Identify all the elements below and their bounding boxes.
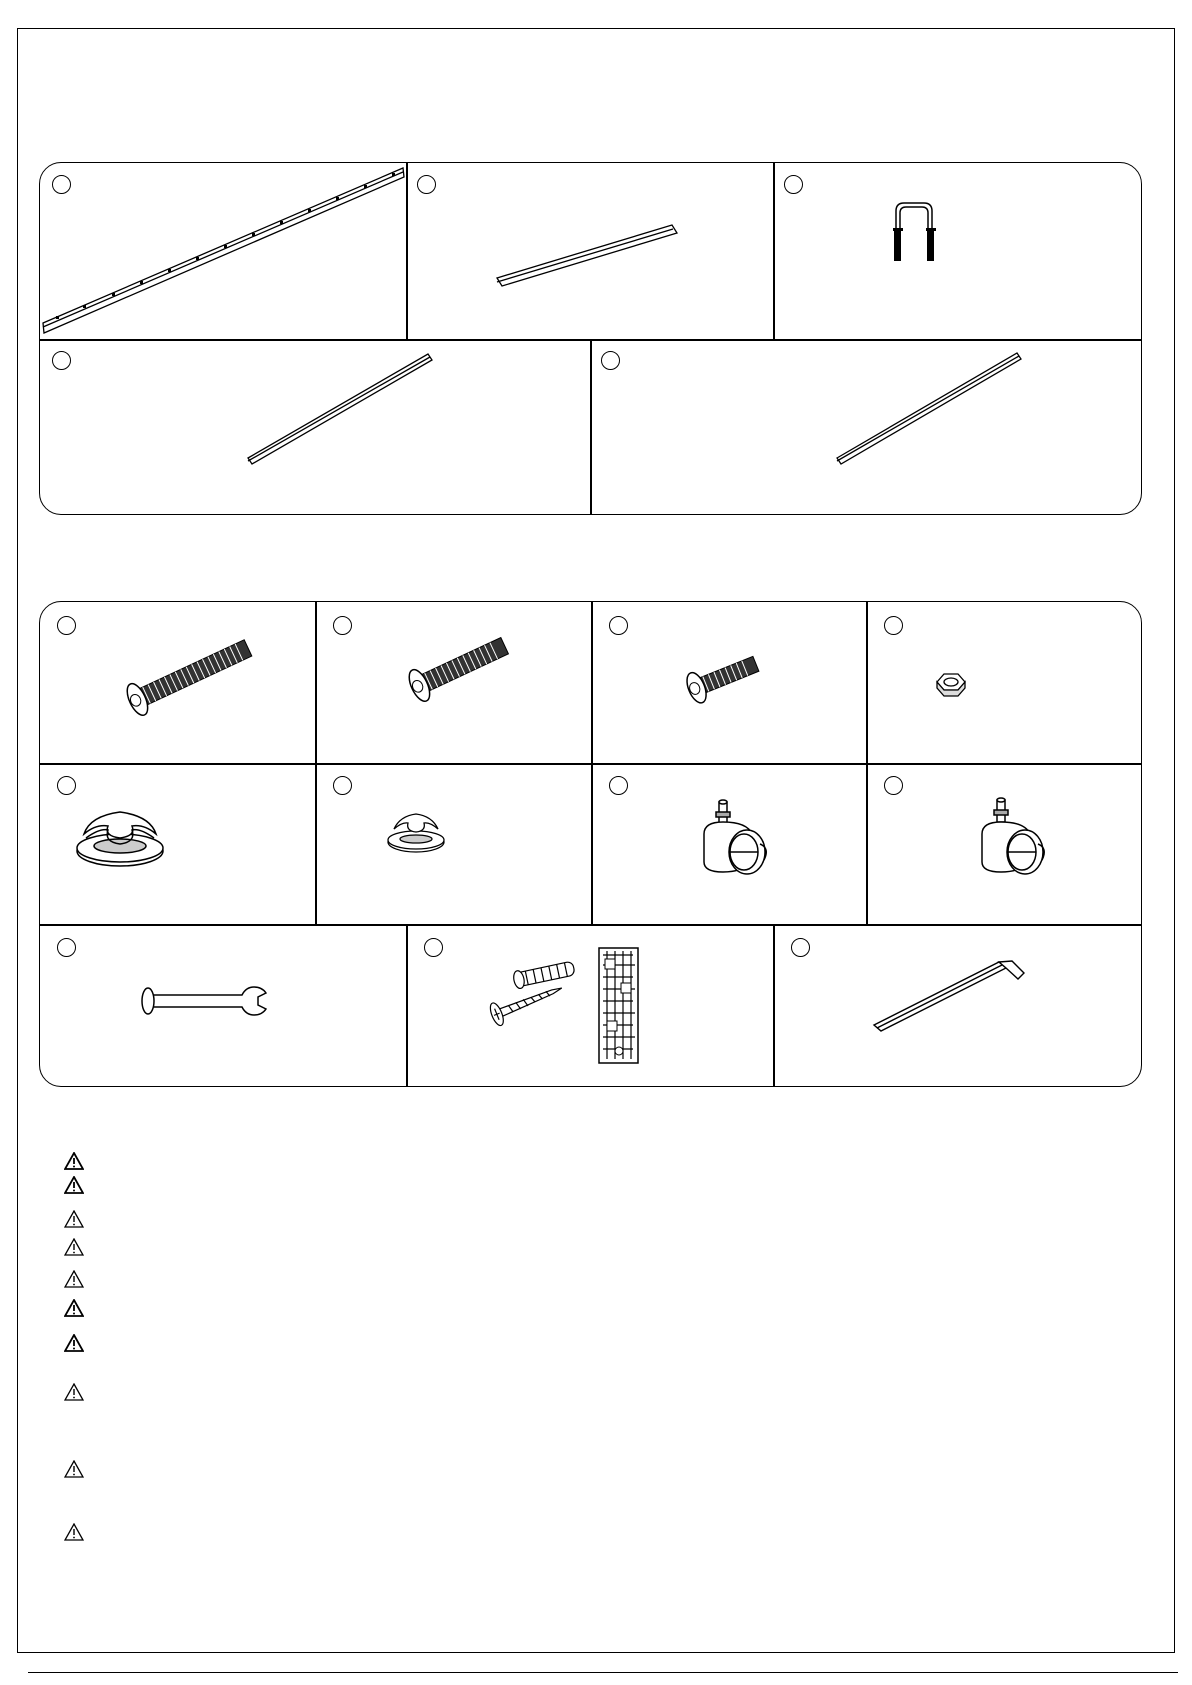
- small-leveling-foot-drawing: [316, 764, 591, 924]
- warning-triangle-icon: [64, 1334, 84, 1352]
- adhesive-strip: [599, 948, 638, 1063]
- part-cell-u-bolt: [774, 163, 1142, 339]
- warning-triangle-icon: [64, 1152, 84, 1170]
- u-bolt-drawing: [774, 163, 1142, 339]
- part-cell-wall-anchor-and-screw-set: [407, 925, 773, 1087]
- part-cell-medium-bolt: [316, 602, 591, 763]
- part-cell-caster-wheel: [867, 764, 1142, 924]
- caster-wheel-drawing: [592, 764, 866, 924]
- medium-bolt-drawing: [316, 602, 591, 763]
- bottom-rule: [28, 1672, 1178, 1673]
- perforated-bar-drawing: [40, 163, 406, 339]
- long-bolt-drawing: [40, 602, 315, 763]
- parts-panel-b: [39, 601, 1142, 1087]
- part-cell-long-rod: [591, 340, 1142, 515]
- part-cell-allen-key: [774, 925, 1142, 1087]
- part-cell-flat-bar: [407, 163, 773, 339]
- wall-anchor-and-screw-set-drawing: [407, 925, 773, 1087]
- parts-panel-a: [39, 162, 1142, 515]
- part-cell-large-leveling-foot: [40, 764, 315, 924]
- part-cell-hex-nut: [867, 602, 1142, 763]
- allen-key-drawing: [774, 925, 1142, 1087]
- warning-triangle-icon: [64, 1238, 84, 1256]
- warning-triangle-icon: [64, 1383, 84, 1401]
- warning-triangle-icon: [64, 1176, 84, 1194]
- warning-triangle-icon: [64, 1460, 84, 1478]
- part-cell-caster-wheel: [592, 764, 866, 924]
- long-rod-drawing: [591, 340, 1142, 515]
- part-cell-short-bolt: [592, 602, 866, 763]
- flat-bar-drawing: [407, 163, 773, 339]
- warning-triangle-icon: [64, 1299, 84, 1317]
- part-cell-wrench: [40, 925, 406, 1087]
- warning-triangle-icon: [64, 1523, 84, 1541]
- warning-triangle-icon: [64, 1210, 84, 1228]
- wrench-drawing: [40, 925, 406, 1087]
- part-cell-perforated-bar: [40, 163, 406, 339]
- large-leveling-foot-drawing: [40, 764, 315, 924]
- long-rod-drawing: [40, 340, 590, 515]
- part-cell-long-bolt: [40, 602, 315, 763]
- hex-nut-drawing: [867, 602, 1142, 763]
- part-cell-small-leveling-foot: [316, 764, 591, 924]
- short-bolt-drawing: [592, 602, 866, 763]
- caster-wheel-drawing: [867, 764, 1142, 924]
- part-cell-long-rod: [40, 340, 590, 515]
- warning-triangle-icon: [64, 1270, 84, 1288]
